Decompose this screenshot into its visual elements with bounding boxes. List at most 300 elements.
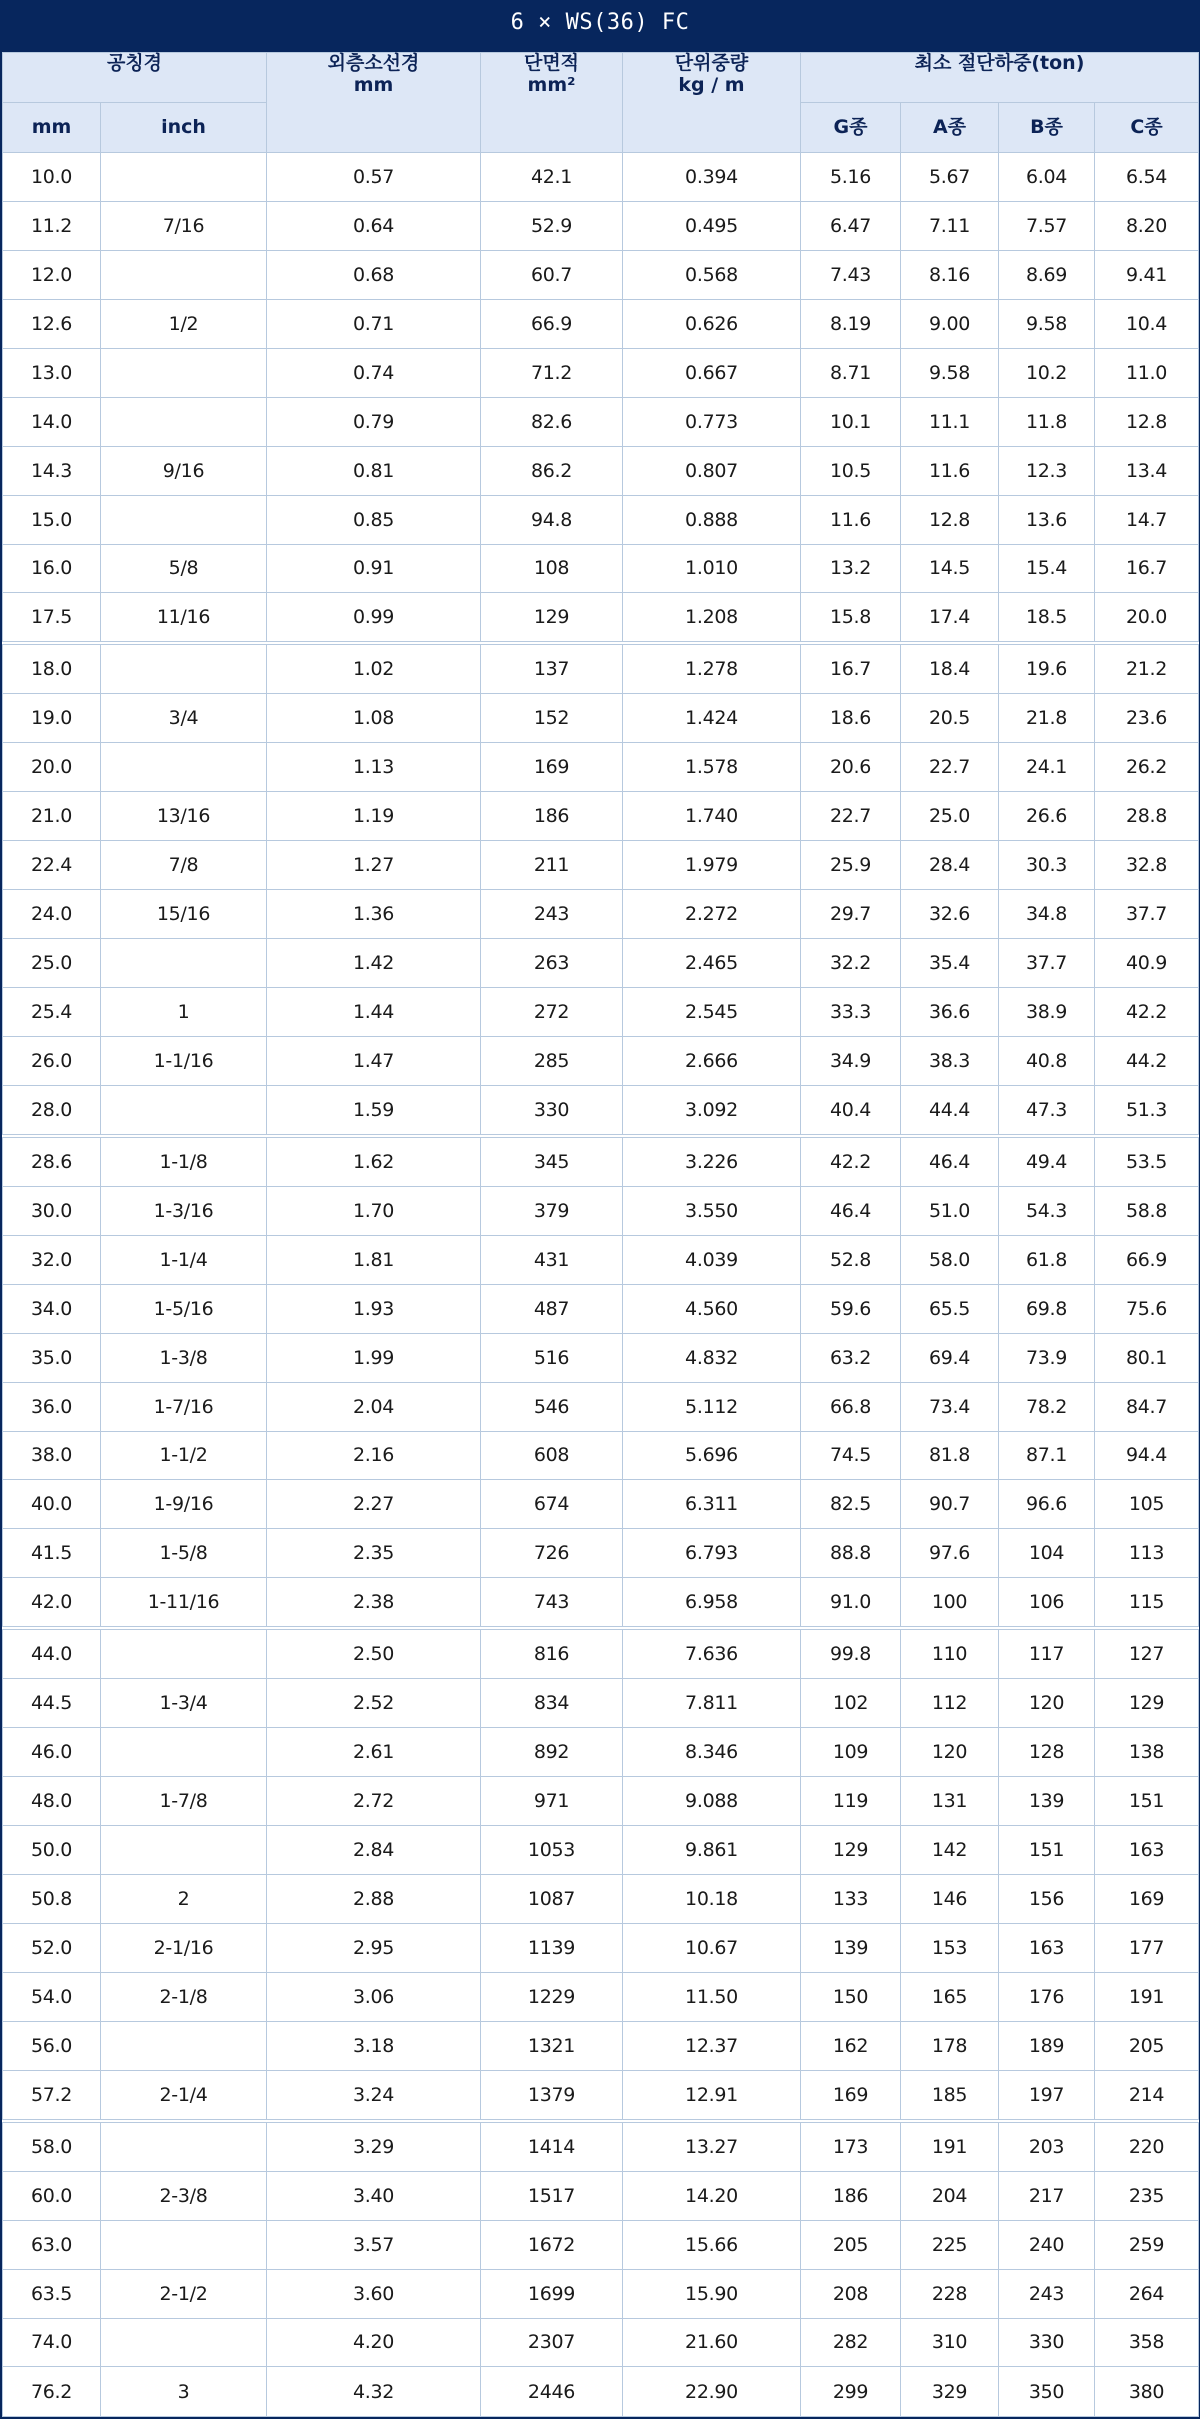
cell-grade-g: 133 (801, 1875, 901, 1924)
cell-grade-a: 28.4 (901, 841, 999, 890)
cell-grade-c: 16.7 (1095, 544, 1199, 593)
cell-nominal-mm: 41.5 (3, 1529, 101, 1578)
grade-g-header: G종 (801, 103, 901, 153)
cell-area: 211 (481, 841, 623, 890)
cell-nominal-inch (101, 1085, 267, 1135)
cell-nominal-inch: 1-1/4 (101, 1235, 267, 1284)
cell-grade-a: 185 (901, 2070, 999, 2120)
cell-grade-a: 165 (901, 1972, 999, 2021)
cell-grade-c: 51.3 (1095, 1085, 1199, 1135)
cell-unit-weight: 6.311 (623, 1480, 801, 1529)
cell-unit-weight: 1.208 (623, 593, 801, 643)
cell-outer-wire: 0.74 (267, 348, 481, 397)
cell-nominal-inch: 2-1/4 (101, 2070, 267, 2120)
cell-grade-a: 191 (901, 2121, 999, 2171)
cell-nominal-mm: 13.0 (3, 348, 101, 397)
cell-grade-c: 105 (1095, 1480, 1199, 1529)
cell-grade-a: 112 (901, 1679, 999, 1728)
table-row (3, 2171, 1199, 2220)
cell-nominal-mm: 74.0 (3, 2318, 101, 2367)
cell-unit-weight: 14.20 (623, 2171, 801, 2220)
cell-grade-g: 205 (801, 2220, 901, 2269)
cell-unit-weight: 0.888 (623, 495, 801, 544)
cell-outer-wire: 4.32 (267, 2367, 481, 2417)
cell-grade-a: 58.0 (901, 1235, 999, 1284)
cell-unit-weight: 2.272 (623, 890, 801, 939)
cell-grade-b: 12.3 (999, 446, 1095, 495)
table-row (3, 2220, 1199, 2269)
cell-nominal-mm: 42.0 (3, 1578, 101, 1628)
cell-grade-b: 106 (999, 1578, 1095, 1628)
cell-outer-wire: 2.50 (267, 1628, 481, 1678)
cell-grade-c: 113 (1095, 1529, 1199, 1578)
cell-unit-weight: 9.088 (623, 1777, 801, 1826)
cell-grade-b: 34.8 (999, 890, 1095, 939)
cell-nominal-mm: 14.3 (3, 446, 101, 495)
cell-grade-c: 28.8 (1095, 792, 1199, 841)
cell-nominal-inch: 1-1/16 (101, 1036, 267, 1085)
cell-grade-g: 129 (801, 1826, 901, 1875)
cell-grade-b: 217 (999, 2171, 1095, 2220)
cell-grade-b: 26.6 (999, 792, 1095, 841)
unit-weight-unit: kg / m (678, 73, 745, 96)
cell-nominal-inch (101, 495, 267, 544)
cell-nominal-mm: 48.0 (3, 1777, 101, 1826)
table-row (3, 1972, 1199, 2021)
cell-nominal-mm: 14.0 (3, 397, 101, 446)
cell-area: 1053 (481, 1826, 623, 1875)
cell-nominal-mm: 44.0 (3, 1628, 101, 1678)
cell-grade-c: 151 (1095, 1777, 1199, 1826)
cell-area: 1672 (481, 2220, 623, 2269)
cell-nominal-mm: 24.0 (3, 890, 101, 939)
cell-grade-c: 115 (1095, 1578, 1199, 1628)
cell-grade-g: 7.43 (801, 250, 901, 299)
table-row (3, 1235, 1199, 1284)
table-row (3, 743, 1199, 792)
cell-grade-g: 5.16 (801, 153, 901, 202)
cell-grade-b: 19.6 (999, 643, 1095, 693)
cell-grade-a: 51.0 (901, 1186, 999, 1235)
cell-area: 66.9 (481, 299, 623, 348)
cell-area: 1699 (481, 2269, 623, 2318)
cell-outer-wire: 2.04 (267, 1382, 481, 1431)
cell-nominal-inch (101, 2121, 267, 2171)
cell-grade-a: 310 (901, 2318, 999, 2367)
cell-nominal-mm: 63.0 (3, 2220, 101, 2269)
cell-grade-g: 8.71 (801, 348, 901, 397)
cell-outer-wire: 1.47 (267, 1036, 481, 1085)
cell-grade-c: 11.0 (1095, 348, 1199, 397)
cell-area: 263 (481, 939, 623, 988)
cell-grade-c: 12.8 (1095, 397, 1199, 446)
cell-outer-wire: 0.64 (267, 201, 481, 250)
cell-unit-weight: 0.773 (623, 397, 801, 446)
cell-grade-a: 32.6 (901, 890, 999, 939)
table-row (3, 2367, 1199, 2417)
cell-unit-weight: 13.27 (623, 2121, 801, 2171)
cell-unit-weight: 15.66 (623, 2220, 801, 2269)
cell-nominal-inch: 2-1/8 (101, 1972, 267, 2021)
cell-grade-g: 139 (801, 1923, 901, 1972)
cell-outer-wire: 2.61 (267, 1728, 481, 1777)
cell-nominal-mm: 76.2 (3, 2367, 101, 2417)
cell-grade-g: 66.8 (801, 1382, 901, 1431)
cell-grade-c: 205 (1095, 2021, 1199, 2070)
cell-grade-b: 11.8 (999, 397, 1095, 446)
cell-nominal-inch: 1-1/8 (101, 1136, 267, 1186)
cell-nominal-mm: 16.0 (3, 544, 101, 593)
cell-grade-c: 358 (1095, 2318, 1199, 2367)
grade-c-header: C종 (1095, 103, 1199, 153)
min-breaking-header: 최소 절단하중(ton) (801, 53, 1199, 103)
cell-grade-a: 225 (901, 2220, 999, 2269)
cell-grade-c: 32.8 (1095, 841, 1199, 890)
cell-unit-weight: 15.90 (623, 2269, 801, 2318)
cell-grade-g: 162 (801, 2021, 901, 2070)
cell-grade-g: 282 (801, 2318, 901, 2367)
cell-grade-b: 151 (999, 1826, 1095, 1875)
cell-grade-c: 380 (1095, 2367, 1199, 2417)
cell-outer-wire: 2.84 (267, 1826, 481, 1875)
cell-grade-g: 52.8 (801, 1235, 901, 1284)
cell-outer-wire: 1.36 (267, 890, 481, 939)
table-row (3, 1875, 1199, 1924)
cell-grade-g: 208 (801, 2269, 901, 2318)
cell-grade-g: 16.7 (801, 643, 901, 693)
area-header (481, 53, 623, 153)
cell-nominal-inch: 1-1/2 (101, 1431, 267, 1480)
cell-area: 1229 (481, 1972, 623, 2021)
cell-outer-wire: 1.13 (267, 743, 481, 792)
cell-area: 608 (481, 1431, 623, 1480)
cell-nominal-inch (101, 1826, 267, 1875)
cell-grade-a: 35.4 (901, 939, 999, 988)
cell-grade-a: 110 (901, 1628, 999, 1678)
cell-grade-c: 10.4 (1095, 299, 1199, 348)
cell-area: 516 (481, 1333, 623, 1382)
cell-nominal-mm: 50.0 (3, 1826, 101, 1875)
table-row (3, 694, 1199, 743)
cell-unit-weight: 0.667 (623, 348, 801, 397)
cell-grade-b: 15.4 (999, 544, 1095, 593)
table-row (3, 397, 1199, 446)
cell-grade-c: 53.5 (1095, 1136, 1199, 1186)
table-row (3, 1382, 1199, 1431)
cell-grade-a: 131 (901, 1777, 999, 1826)
cell-grade-g: 186 (801, 2171, 901, 2220)
cell-grade-g: 109 (801, 1728, 901, 1777)
table-row (3, 1529, 1199, 1578)
cell-outer-wire: 1.44 (267, 988, 481, 1037)
cell-grade-c: 13.4 (1095, 446, 1199, 495)
cell-outer-wire: 2.16 (267, 1431, 481, 1480)
cell-nominal-mm: 26.0 (3, 1036, 101, 1085)
cell-unit-weight: 1.424 (623, 694, 801, 743)
cell-outer-wire: 1.19 (267, 792, 481, 841)
table-row (3, 1036, 1199, 1085)
cell-nominal-inch: 2-1/2 (101, 2269, 267, 2318)
cell-unit-weight: 0.394 (623, 153, 801, 202)
cell-nominal-inch: 1-7/8 (101, 1777, 267, 1826)
cell-grade-b: 7.57 (999, 201, 1095, 250)
cell-grade-g: 40.4 (801, 1085, 901, 1135)
table-row (3, 2021, 1199, 2070)
cell-outer-wire: 0.91 (267, 544, 481, 593)
cell-nominal-inch: 15/16 (101, 890, 267, 939)
cell-unit-weight: 12.91 (623, 2070, 801, 2120)
cell-nominal-inch: 3 (101, 2367, 267, 2417)
cell-grade-a: 25.0 (901, 792, 999, 841)
area-label: 단면적 (523, 52, 580, 74)
cell-outer-wire: 1.02 (267, 643, 481, 693)
cell-outer-wire: 1.62 (267, 1136, 481, 1186)
cell-grade-b: 117 (999, 1628, 1095, 1678)
cell-nominal-inch: 13/16 (101, 792, 267, 841)
cell-area: 1414 (481, 2121, 623, 2171)
cell-nominal-inch (101, 250, 267, 299)
cell-grade-c: 42.2 (1095, 988, 1199, 1037)
cell-grade-a: 146 (901, 1875, 999, 1924)
cell-nominal-mm: 50.8 (3, 1875, 101, 1924)
cell-grade-g: 42.2 (801, 1136, 901, 1186)
cell-grade-g: 29.7 (801, 890, 901, 939)
cell-grade-b: 243 (999, 2269, 1095, 2318)
cell-outer-wire: 3.18 (267, 2021, 481, 2070)
cell-nominal-inch: 1/2 (101, 299, 267, 348)
cell-area: 816 (481, 1628, 623, 1678)
cell-grade-c: 26.2 (1095, 743, 1199, 792)
cell-nominal-mm: 57.2 (3, 2070, 101, 2120)
cell-nominal-mm: 28.0 (3, 1085, 101, 1135)
cell-area: 1139 (481, 1923, 623, 1972)
cell-grade-a: 90.7 (901, 1480, 999, 1529)
wire-rope-spec-table (2, 52, 1199, 2417)
cell-grade-a: 5.67 (901, 153, 999, 202)
table-row (3, 2121, 1199, 2171)
cell-nominal-mm: 12.0 (3, 250, 101, 299)
cell-outer-wire: 1.08 (267, 694, 481, 743)
cell-nominal-inch (101, 397, 267, 446)
table-row (3, 2269, 1199, 2318)
cell-area: 94.8 (481, 495, 623, 544)
cell-nominal-mm: 15.0 (3, 495, 101, 544)
cell-unit-weight: 1.979 (623, 841, 801, 890)
cell-outer-wire: 1.81 (267, 1235, 481, 1284)
cell-grade-g: 11.6 (801, 495, 901, 544)
cell-grade-b: 156 (999, 1875, 1095, 1924)
cell-area: 674 (481, 1480, 623, 1529)
cell-nominal-inch: 1-7/16 (101, 1382, 267, 1431)
cell-grade-c: 169 (1095, 1875, 1199, 1924)
cell-area: 2307 (481, 2318, 623, 2367)
cell-unit-weight: 2.666 (623, 1036, 801, 1085)
cell-grade-g: 8.19 (801, 299, 901, 348)
cell-grade-b: 203 (999, 2121, 1095, 2171)
cell-area: 285 (481, 1036, 623, 1085)
cell-unit-weight: 0.626 (623, 299, 801, 348)
cell-grade-c: 75.6 (1095, 1284, 1199, 1333)
outer-wire-unit: mm (353, 73, 394, 96)
cell-nominal-inch: 1-3/8 (101, 1333, 267, 1382)
cell-grade-c: 80.1 (1095, 1333, 1199, 1382)
cell-outer-wire: 2.95 (267, 1923, 481, 1972)
cell-grade-c: 8.20 (1095, 201, 1199, 250)
cell-grade-g: 18.6 (801, 694, 901, 743)
cell-nominal-mm: 38.0 (3, 1431, 101, 1480)
cell-outer-wire: 3.40 (267, 2171, 481, 2220)
cell-outer-wire: 0.85 (267, 495, 481, 544)
cell-nominal-mm: 25.0 (3, 939, 101, 988)
cell-grade-g: 6.47 (801, 201, 901, 250)
cell-nominal-mm: 28.6 (3, 1136, 101, 1186)
cell-area: 1087 (481, 1875, 623, 1924)
cell-grade-g: 99.8 (801, 1628, 901, 1678)
cell-grade-a: 12.8 (901, 495, 999, 544)
cell-nominal-mm: 36.0 (3, 1382, 101, 1431)
cell-nominal-inch: 1-3/16 (101, 1186, 267, 1235)
cell-outer-wire: 0.79 (267, 397, 481, 446)
cell-grade-c: 40.9 (1095, 939, 1199, 988)
cell-grade-c: 127 (1095, 1628, 1199, 1678)
table-row (3, 1777, 1199, 1826)
cell-grade-b: 96.6 (999, 1480, 1095, 1529)
cell-grade-g: 169 (801, 2070, 901, 2120)
cell-grade-b: 10.2 (999, 348, 1095, 397)
cell-grade-a: 153 (901, 1923, 999, 1972)
cell-grade-a: 36.6 (901, 988, 999, 1037)
cell-area: 71.2 (481, 348, 623, 397)
cell-grade-b: 30.3 (999, 841, 1095, 890)
cell-grade-g: 15.8 (801, 593, 901, 643)
table-row (3, 939, 1199, 988)
cell-nominal-inch: 2 (101, 1875, 267, 1924)
cell-unit-weight: 4.039 (623, 1235, 801, 1284)
cell-grade-g: 22.7 (801, 792, 901, 841)
cell-grade-g: 13.2 (801, 544, 901, 593)
cell-grade-a: 65.5 (901, 1284, 999, 1333)
cell-area: 82.6 (481, 397, 623, 446)
cell-grade-b: 21.8 (999, 694, 1095, 743)
cell-grade-b: 40.8 (999, 1036, 1095, 1085)
cell-grade-c: 177 (1095, 1923, 1199, 1972)
cell-outer-wire: 2.35 (267, 1529, 481, 1578)
table-row (3, 841, 1199, 890)
cell-grade-b: 197 (999, 2070, 1095, 2120)
cell-grade-c: 220 (1095, 2121, 1199, 2171)
grade-b-header: B종 (999, 103, 1095, 153)
cell-grade-a: 69.4 (901, 1333, 999, 1382)
table-row (3, 1186, 1199, 1235)
cell-grade-a: 178 (901, 2021, 999, 2070)
cell-nominal-mm: 58.0 (3, 2121, 101, 2171)
cell-outer-wire: 3.60 (267, 2269, 481, 2318)
table-row (3, 544, 1199, 593)
cell-grade-a: 9.00 (901, 299, 999, 348)
cell-grade-a: 81.8 (901, 1431, 999, 1480)
cell-outer-wire: 0.68 (267, 250, 481, 299)
cell-grade-b: 49.4 (999, 1136, 1095, 1186)
cell-grade-c: 163 (1095, 1826, 1199, 1875)
cell-grade-a: 204 (901, 2171, 999, 2220)
cell-grade-a: 46.4 (901, 1136, 999, 1186)
cell-area: 52.9 (481, 201, 623, 250)
cell-grade-a: 73.4 (901, 1382, 999, 1431)
cell-grade-c: 129 (1095, 1679, 1199, 1728)
outer-wire-header (267, 53, 481, 153)
cell-unit-weight: 2.465 (623, 939, 801, 988)
cell-area: 330 (481, 1085, 623, 1135)
table-row (3, 1679, 1199, 1728)
cell-nominal-mm: 18.0 (3, 643, 101, 693)
cell-nominal-mm: 63.5 (3, 2269, 101, 2318)
cell-grade-b: 87.1 (999, 1431, 1095, 1480)
cell-unit-weight: 1.578 (623, 743, 801, 792)
table-row (3, 1284, 1199, 1333)
table-row (3, 299, 1199, 348)
cell-nominal-inch: 1-5/16 (101, 1284, 267, 1333)
cell-nominal-inch (101, 2220, 267, 2269)
cell-grade-a: 100 (901, 1578, 999, 1628)
cell-grade-a: 38.3 (901, 1036, 999, 1085)
table-row (3, 1923, 1199, 1972)
cell-nominal-mm: 40.0 (3, 1480, 101, 1529)
table-row (3, 1333, 1199, 1382)
cell-nominal-inch: 7/8 (101, 841, 267, 890)
cell-grade-a: 8.16 (901, 250, 999, 299)
cell-grade-b: 73.9 (999, 1333, 1095, 1382)
cell-nominal-inch: 1 (101, 988, 267, 1037)
table-row (3, 495, 1199, 544)
nominal-inch-header: inch (101, 103, 267, 153)
cell-area: 546 (481, 1382, 623, 1431)
cell-nominal-inch (101, 2021, 267, 2070)
cell-nominal-inch: 2-1/16 (101, 1923, 267, 1972)
header-row-1 (3, 53, 1199, 103)
cell-unit-weight: 0.495 (623, 201, 801, 250)
cell-outer-wire: 2.27 (267, 1480, 481, 1529)
cell-area: 345 (481, 1136, 623, 1186)
cell-outer-wire: 4.20 (267, 2318, 481, 2367)
table-row (3, 348, 1199, 397)
table-row (3, 593, 1199, 643)
cell-unit-weight: 3.226 (623, 1136, 801, 1186)
cell-nominal-mm: 22.4 (3, 841, 101, 890)
cell-grade-a: 9.58 (901, 348, 999, 397)
cell-grade-g: 20.6 (801, 743, 901, 792)
cell-nominal-inch: 3/4 (101, 694, 267, 743)
cell-outer-wire: 3.06 (267, 1972, 481, 2021)
cell-nominal-inch: 7/16 (101, 201, 267, 250)
cell-nominal-mm: 21.0 (3, 792, 101, 841)
cell-grade-c: 264 (1095, 2269, 1199, 2318)
table-row (3, 1431, 1199, 1480)
grade-a-header: A종 (901, 103, 999, 153)
cell-grade-b: 24.1 (999, 743, 1095, 792)
cell-grade-b: 6.04 (999, 153, 1095, 202)
cell-grade-c: 259 (1095, 2220, 1199, 2269)
cell-grade-c: 138 (1095, 1728, 1199, 1777)
cell-grade-b: 13.6 (999, 495, 1095, 544)
table-row (3, 1578, 1199, 1628)
cell-nominal-mm: 19.0 (3, 694, 101, 743)
cell-grade-b: 38.9 (999, 988, 1095, 1037)
cell-nominal-inch: 11/16 (101, 593, 267, 643)
cell-grade-g: 74.5 (801, 1431, 901, 1480)
table-row (3, 988, 1199, 1037)
cell-unit-weight: 7.811 (623, 1679, 801, 1728)
cell-grade-g: 88.8 (801, 1529, 901, 1578)
